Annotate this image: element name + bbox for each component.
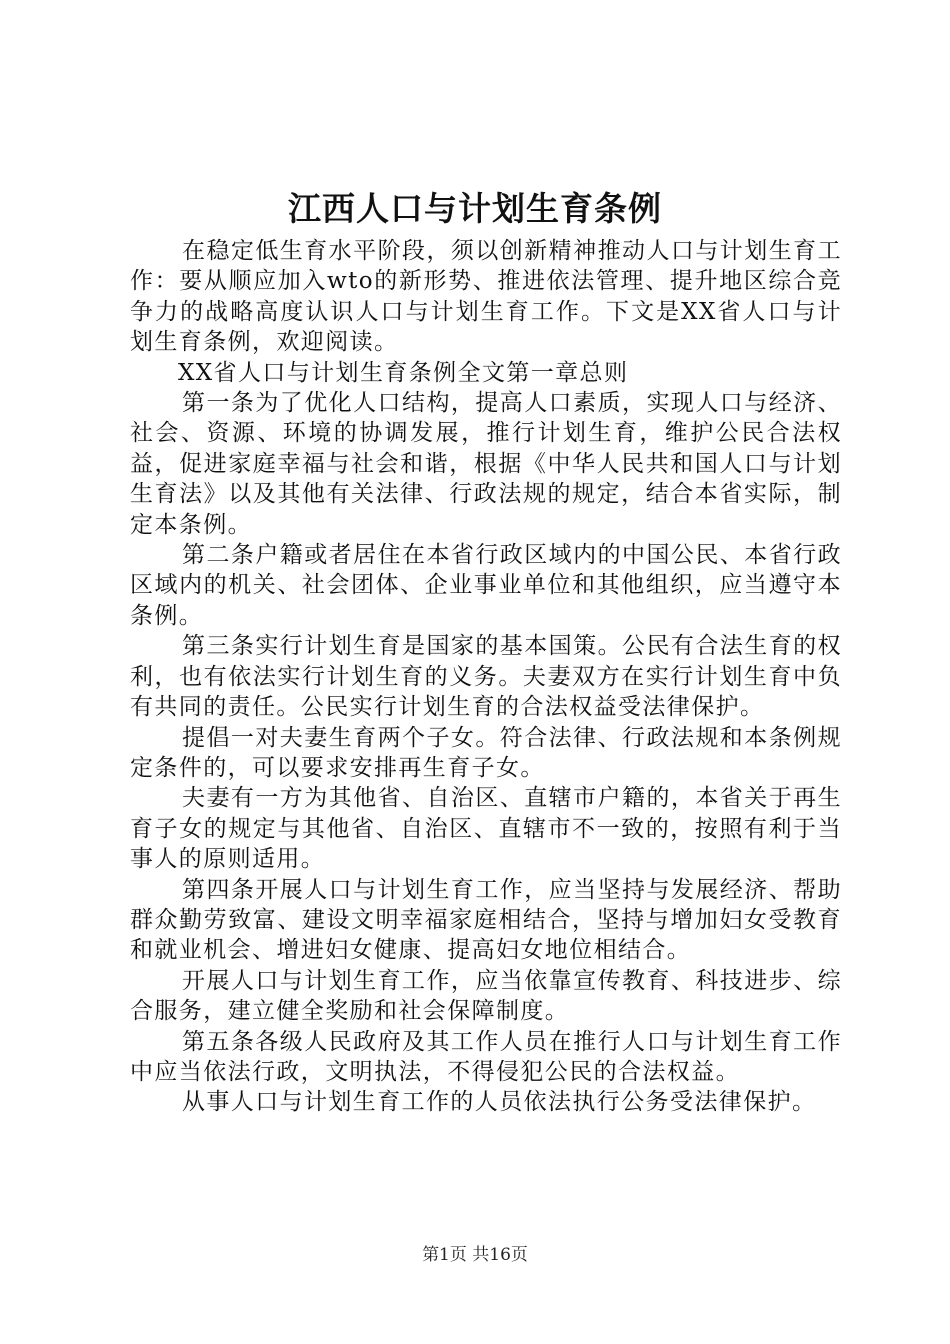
article-5-clause-2-paragraph: 从事人口与计划生育工作的人员依法执行公务受法律保护。	[182, 1089, 817, 1116]
article-3-clause-2-paragraph: 提倡一对夫妻生育两个子女。符合法律、行政法规和本条例规定条件的，可以要求安排再生育子女。	[130, 724, 842, 781]
article-5-paragraph: 第五条各级人民政府及其工作人员在推行人口与计划生育工作中应当依法行政，文明执法，不得侵犯公民的合法权益。	[130, 1028, 842, 1085]
document-body	[130, 236, 842, 1118]
page-number-footer: 第1页 共16页	[422, 1245, 528, 1265]
article-4-paragraph: 第四条开展人口与计划生育工作，应当坚持与发展经济、帮助群众勤劳致富、建设文明幸福家庭相结合，坚持与增加妇女受教育和就业机会、增进妇女健康、提高妇女地位相结合。	[130, 876, 842, 964]
article-2-paragraph: 第二条户籍或者居住在本省行政区域内的中国公民、本省行政区域内的机关、社会团体、企业事业单位和其他组织，应当遵守本条例。	[130, 542, 842, 629]
article-1-paragraph: 第一条为了优化人口结构，提高人口素质，实现人口与经济、社会、资源、环境的协调发展，推行计划生育，维护公民合法权益，促进家庭幸福与社会和谐，根据《中华人民共和国人口与计划生育法》以及其他有关法律、行政法规的规定，结合本省实际，制定本条例。	[130, 390, 842, 538]
intro-paragraph: 在稳定低生育水平阶段，须以创新精神推动人口与计划生育工作：要从顺应加入wto的新形势、推进依法管理、提升地区综合竞争力的战略高度认识人口与计划生育工作。下文是XX省人口与计划生育条例，欢迎阅读。	[130, 238, 842, 356]
chapter-heading: XX省人口与计划生育条例全文第一章总则	[178, 359, 629, 386]
article-3-clause-3-paragraph: 夫妻有一方为其他省、自治区、直辖市户籍的，本省关于再生育子女的规定与其他省、自治区、直辖市不一致的，按照有利于当事人的原则适用。	[130, 785, 842, 873]
document-title: 江西人口与计划生育条例	[288, 189, 662, 228]
article-3-paragraph: 第三条实行计划生育是国家的基本国策。公民有合法生育的权利，也有依法实行计划生育的义务。夫妻双方在实行计划生育中负有共同的责任。公民实行计划生育的合法权益受法律保护。	[130, 633, 842, 721]
article-4-clause-2-paragraph: 开展人口与计划生育工作，应当依靠宣传教育、科技进步、综合服务，建立健全奖励和社会保障制度。	[130, 967, 842, 1025]
